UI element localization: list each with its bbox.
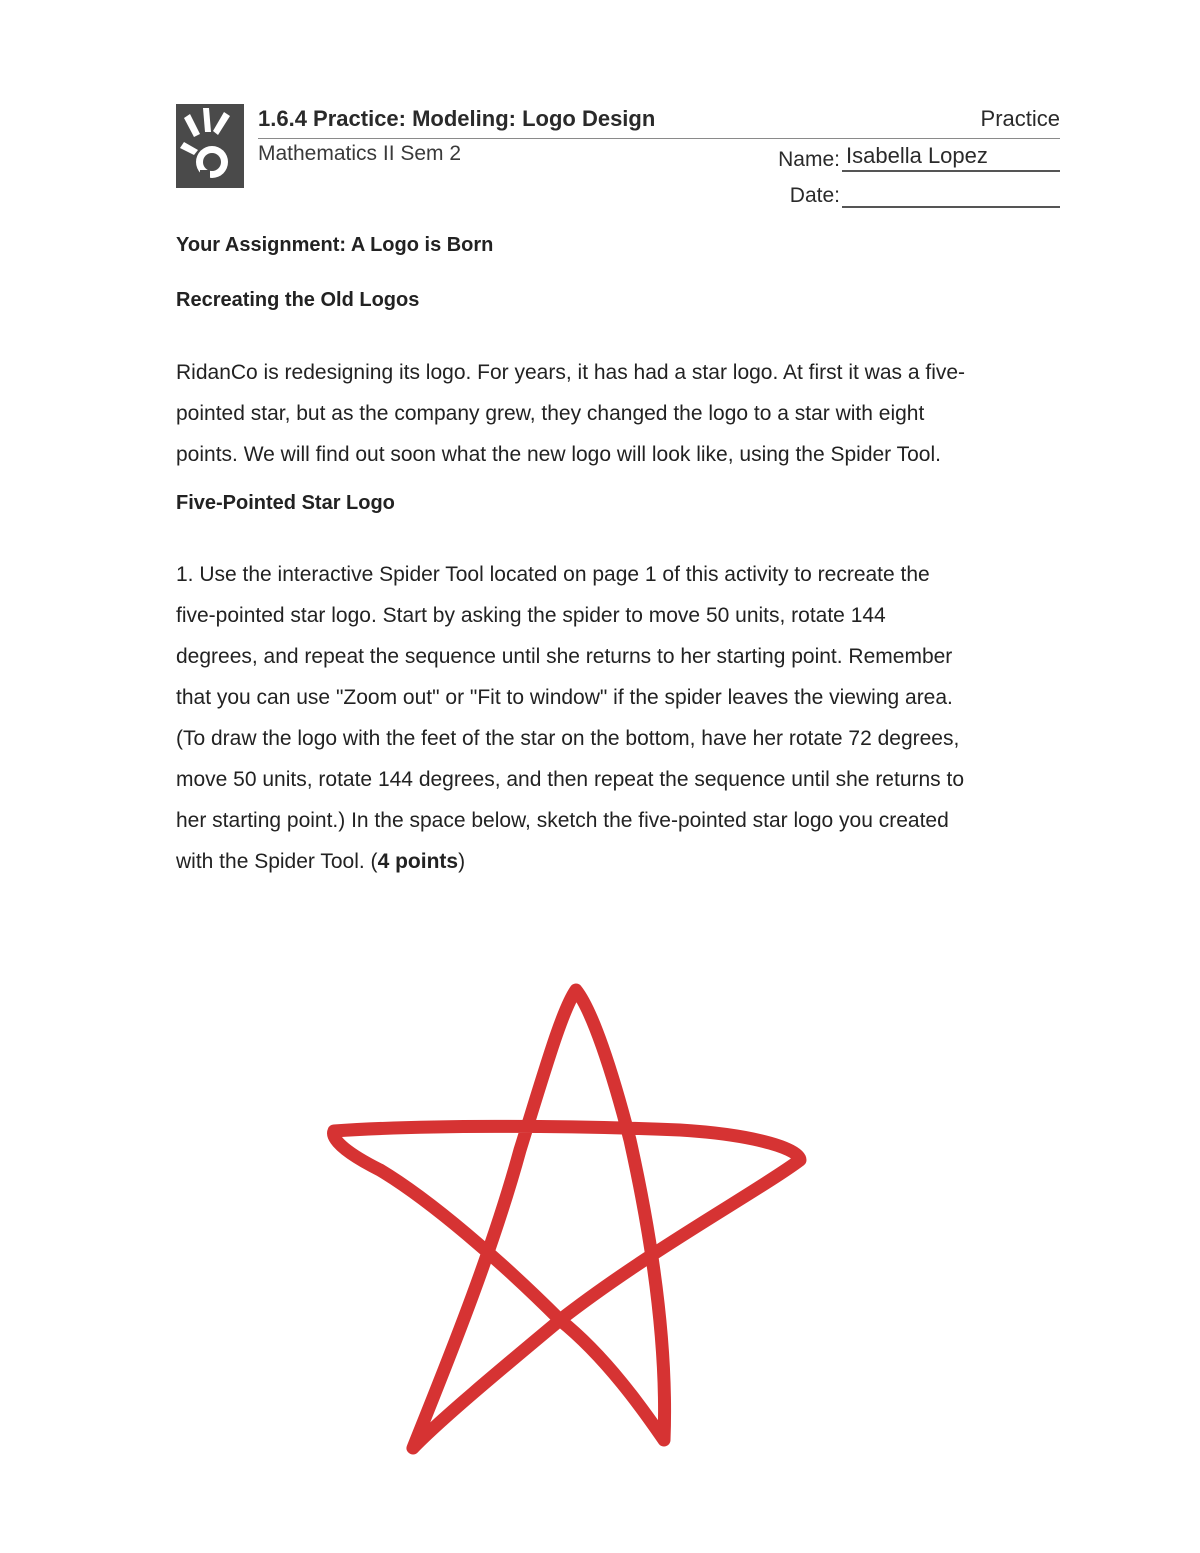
question-last-suffix: ) <box>458 850 466 873</box>
question-line-last <box>176 841 1066 882</box>
star-sketch-stroke <box>333 990 800 1448</box>
document-type-label: Practice <box>980 106 1060 131</box>
intro-paragraph <box>176 352 1066 475</box>
question-line: five-pointed star logo. Start by asking the spider to move 50 units, rotate 144 <box>176 604 886 627</box>
name-field[interactable]: Isabella Lopez <box>842 142 1060 172</box>
intro-line: points. We will find out soon what the new logo will look like, using the Spider Tool. <box>176 443 941 466</box>
document-title: 1.6.4 Practice: Modeling: Logo Design <box>258 106 656 131</box>
five-point-heading: Five-Pointed Star Logo <box>176 492 395 514</box>
question-last-prefix: with the Spider Tool. ( <box>176 850 378 873</box>
section-heading: Recreating the Old Logos <box>176 289 420 311</box>
question-1-paragraph <box>176 554 1066 882</box>
question-line: that you can use "Zoom out" or "Fit to window" if the spider leaves the viewing area. <box>176 686 953 709</box>
question-line: 1. Use the interactive Spider Tool located on page 1 of this activity to recreate the <box>176 563 930 586</box>
question-line: move 50 units, rotate 144 degrees, and then repeat the sequence until she returns to <box>176 768 965 791</box>
date-field[interactable] <box>842 178 1060 208</box>
date-field-row <box>790 178 1060 208</box>
points-value: 4 points <box>377 850 459 873</box>
intro-line: RidanCo is redesigning its logo. For years, it has had a star logo. At first it was a five- <box>176 361 966 384</box>
intro-line: pointed star, but as the company grew, they changed the logo to a star with eight <box>176 402 925 425</box>
name-label: Name: <box>778 148 840 171</box>
date-label: Date: <box>789 184 840 207</box>
lightbulb-rays-icon <box>176 104 244 188</box>
question-line: degrees, and repeat the sequence until she returns to her starting point. Remember <box>176 645 953 668</box>
assignment-heading: Your Assignment: A Logo is Born <box>176 234 494 256</box>
name-field-row <box>778 142 1060 172</box>
question-line: (To draw the logo with the feet of the star on the bottom, have her rotate 72 degrees, <box>176 727 960 750</box>
course-name: Mathematics II Sem 2 <box>258 142 462 165</box>
question-line: her starting point.) In the space below, sketch the five-pointed star logo you created <box>176 809 949 832</box>
header-divider <box>258 138 1060 139</box>
